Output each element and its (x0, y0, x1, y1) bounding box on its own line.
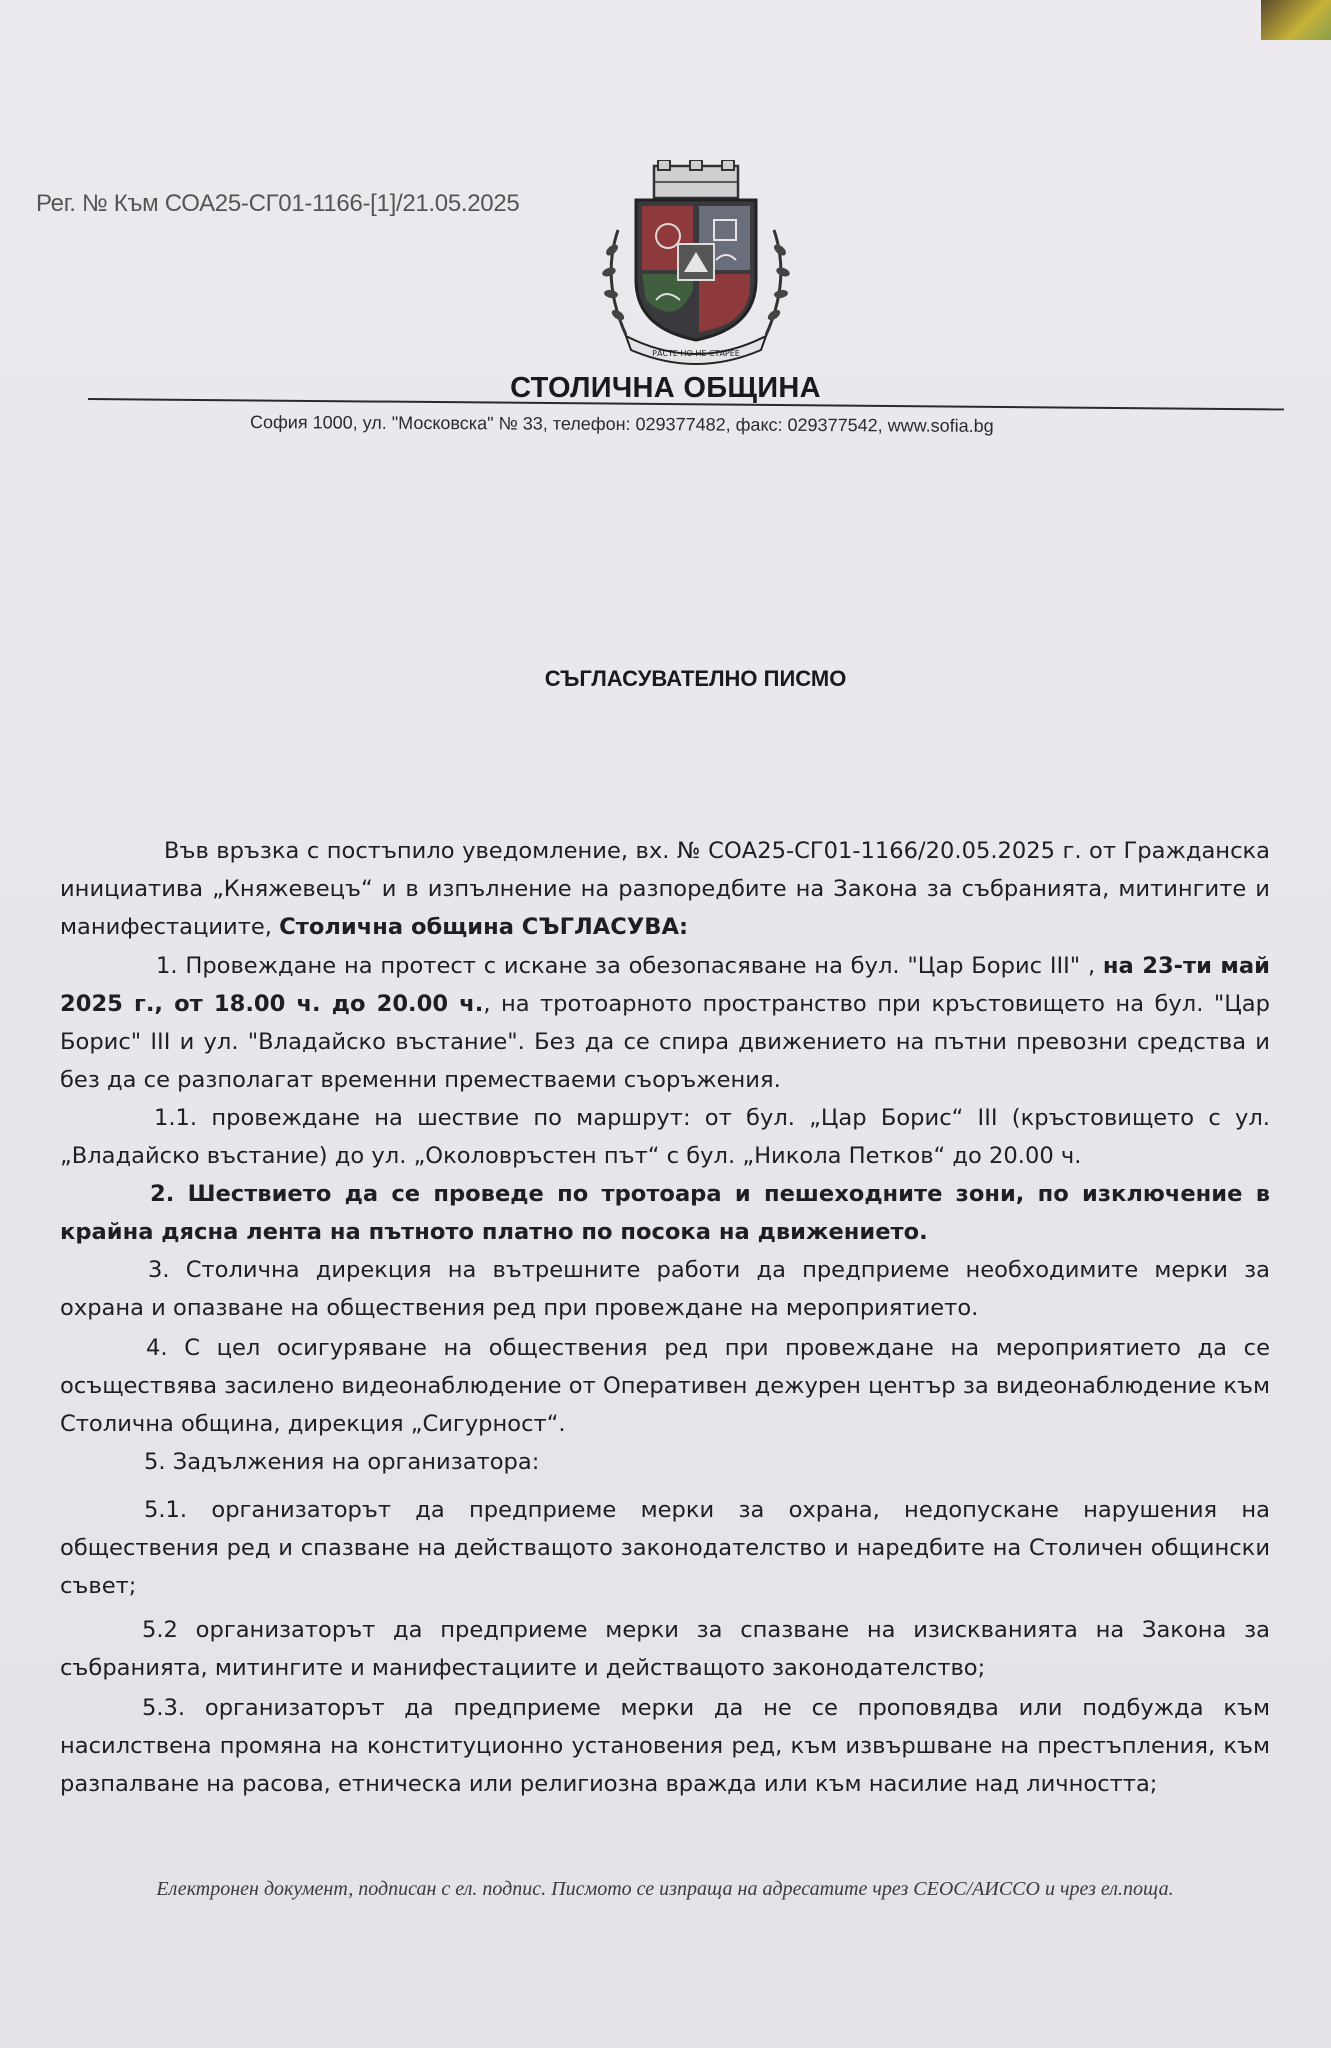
p1-date-bold: на 23-ти май 2025 г., от 18.00 ч. до 20.00 ч. (60, 953, 1270, 1017)
paragraph-4: 4. С цел осигуряване на обществения ред при провеждане на мероприятието да се осъществява засилено видеонаблюдение от Оперативен дежурен център за видеонаблюдение към Столична община, дирекция „Сигурност“. (60, 1335, 1270, 1437)
paragraph-5-3: 5.3. организаторът да предприеме мерки да не се проповядва или подбужда към насилствена промяна на конституционно установения ред, към извършване на престъпления, към разпалване на расова, етническа или религиозна вражда или към насилие над личността; (60, 1695, 1270, 1797)
crest-motto: РАСТЕ НО НЕ СТАРЕЕ (652, 349, 740, 358)
registration-number: Рег. № Към СОА25-СГ01-1166-[1]/21.05.2025 (36, 190, 520, 217)
paragraph-3: 3. Столична дирекция на вътрешните работи да предприеме необходимите мерки за охрана и опазване на обществения ред при провеждане на мероприятието. (60, 1257, 1270, 1321)
intro-text: Във връзка с постъпило уведомление, вх. № СОА25-СГ01-1166/20.05.2025 г. от Гражданска инициатива „Княжевецъ“ и в изпълнение на разпоредбите на Закона за събранията, митингите и манифестациите, (60, 838, 1270, 940)
paragraph-5: 5. Задължения на организатора: (144, 1449, 540, 1475)
organization-address: София 1000, ул. "Московска" № 33, телефон: 029377482, факс: 029377542, www.sofia.bg (249, 412, 994, 436)
paragraph-1 (60, 947, 1270, 1099)
organization-name: СТОЛИЧНА ОБЩИНА (510, 372, 821, 404)
intro-paragraph (60, 832, 1270, 946)
p1-text-a: 1. Провеждане на протест с искане за обезопасяване на бул. "Цар Борис III" , (156, 953, 1103, 979)
intro-bold: Столична община СЪГЛАСУВА: (279, 914, 689, 940)
paragraph-2: 2. Шествието да се проведе по тротоара и пешеходните зони, по изключение в крайна дясна лента на пътното платно по посока на движението. (60, 1181, 1270, 1245)
paragraph-1-1: 1.1. провеждане на шествие по маршрут: от бул. „Цар Борис“ III (кръстовището с ул. „Владайско въстание) до ул. „Околовръстен път“ с бул. „Никола Петков“ до 20.00 ч. (60, 1105, 1270, 1169)
paragraph-5-2: 5.2 организаторът да предприеме мерки за спазване на изискванията на Закона за събранията, митингите и манифестациите и действащото законодателство; (60, 1617, 1270, 1681)
letter-title: СЪГЛАСУВАТЕЛНО ПИСМО (544, 666, 847, 691)
footer-note: Електронен документ, подписан с ел. подпис. Писмото се изпраща на адресатите чрез СЕОС/АИССО и чрез ел.поща. (156, 1878, 1174, 1900)
p1-text-b: , на тротоарното пространство при кръстовището на бул. "Цар Борис" III и ул. "Владайско въстание". Без да се спира движението на пътни превозни средства и без да се разполагат временни преместваеми съоръжения. (60, 991, 1270, 1093)
sofia-coat-of-arms-icon (596, 160, 796, 365)
paragraph-5-1: 5.1. организаторът да предприеме мерки за охрана, недопускане нарушения на обществения ред и спазване на действащото законодателство и наредбите на Столичен общински съвет; (60, 1497, 1270, 1599)
background-corner (1261, 0, 1331, 40)
